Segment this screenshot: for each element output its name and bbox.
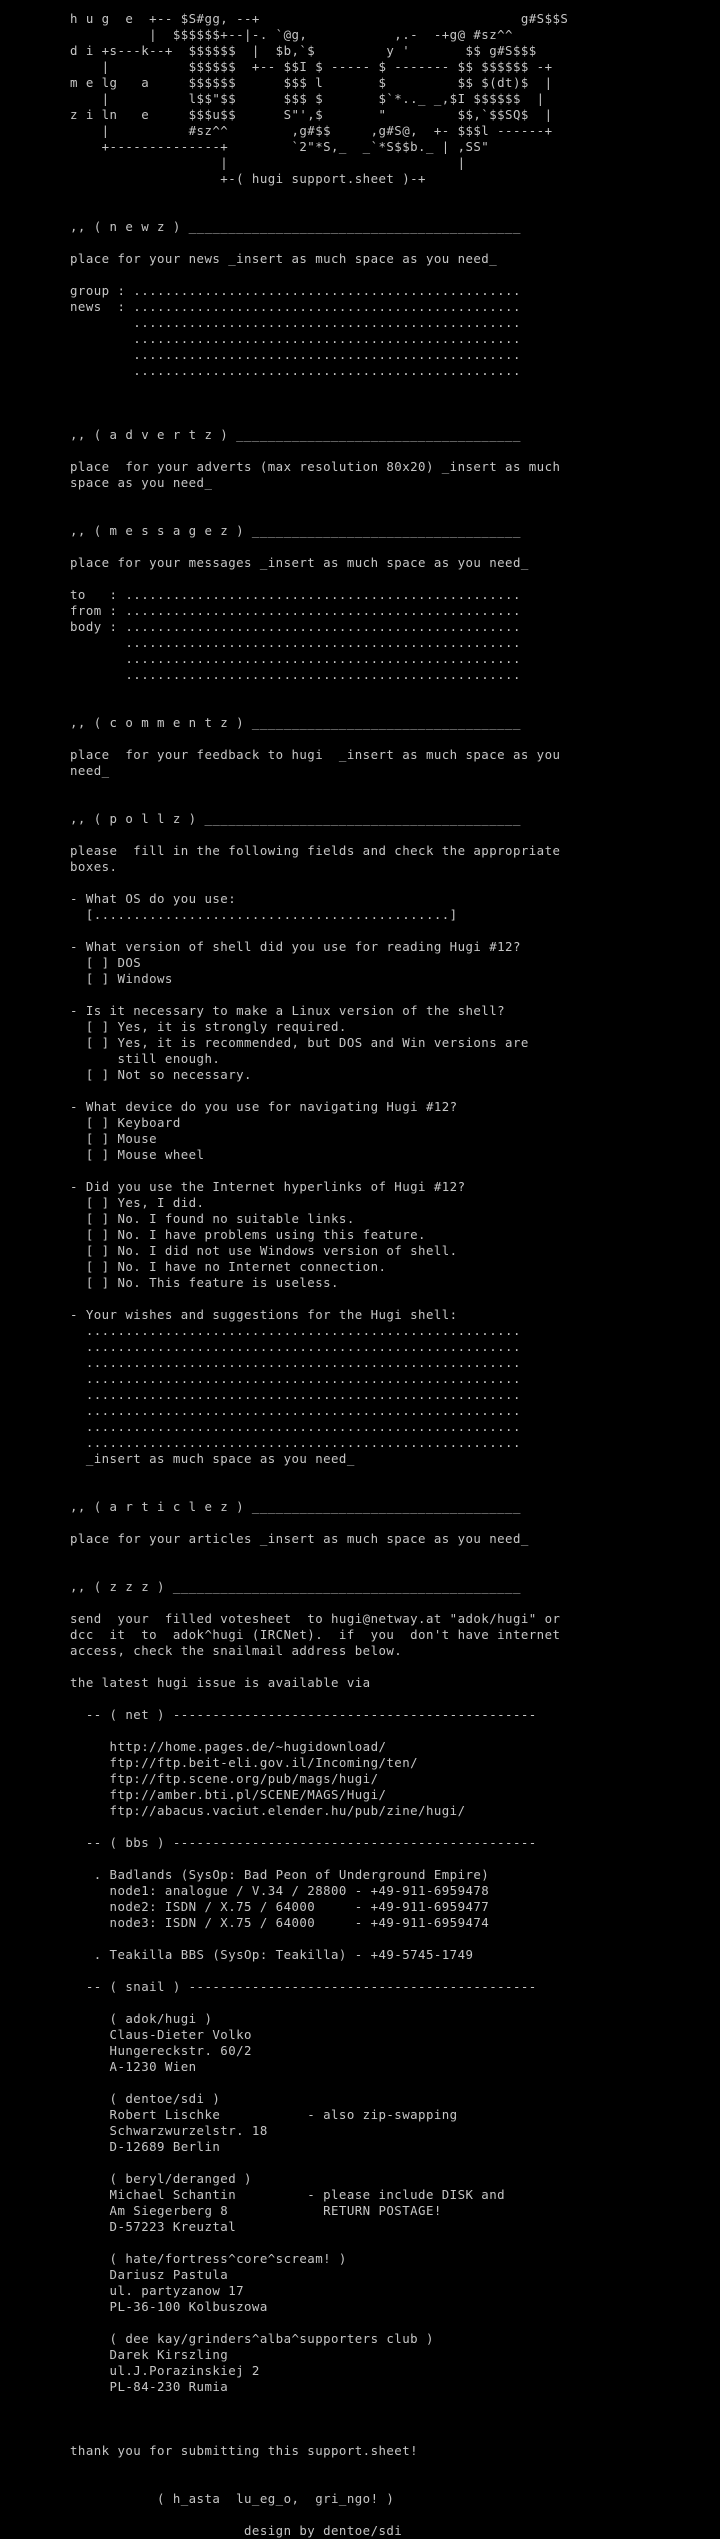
sheet-line bbox=[70, 411, 715, 427]
sheet-line: ................................................. bbox=[70, 363, 521, 378]
sheet-line: ................................................. bbox=[70, 315, 521, 330]
sheet-line: body : .................................................. bbox=[70, 619, 521, 634]
sheet-line: ................................................. bbox=[70, 347, 521, 362]
sheet-line: [.............................................] bbox=[70, 907, 458, 922]
sheet-line bbox=[70, 1483, 715, 1499]
sheet-line: news : ................................................. bbox=[70, 299, 521, 314]
sheet-line: - Did you use the Internet hyperlinks of Hugi #12? bbox=[70, 1179, 466, 1194]
sheet-line bbox=[70, 1995, 715, 2011]
sheet-line bbox=[70, 2475, 715, 2491]
sheet-line bbox=[70, 1595, 715, 1611]
sheet-line: ....................................................... bbox=[70, 1435, 521, 1450]
sheet-line: z i ln e $$$u$$ S"',$ " $$,`$$SQ$ | bbox=[70, 107, 553, 122]
sheet-line: Dariusz Pastula bbox=[70, 2267, 229, 2282]
sheet-line bbox=[70, 267, 715, 283]
sheet-line: dcc it to adok^hugi (IRCNet). if you don't have internet bbox=[70, 1627, 561, 1642]
sheet-line: place for your messages _insert as much space as you need_ bbox=[70, 555, 529, 570]
sheet-line: [ ] No. I found no suitable links. bbox=[70, 1211, 355, 1226]
sheet-line: D-57223 Kreuztal bbox=[70, 2219, 237, 2234]
sheet-line: [ ] Not so necessary. bbox=[70, 1067, 252, 1082]
sheet-line: -- ( net ) ---------------------------------------------- bbox=[70, 1707, 537, 1722]
sheet-line bbox=[70, 1163, 715, 1179]
sheet-line: place for your adverts (max resolution 80x20) _insert as much bbox=[70, 459, 561, 474]
sheet-line bbox=[70, 2427, 715, 2443]
sheet-line bbox=[70, 2507, 715, 2523]
sheet-line: thank you for submitting this support.sheet! bbox=[70, 2443, 419, 2458]
sheet-line: | #sz^^ ,g#$$ ,g#S@, +- $$$l ------+ bbox=[70, 123, 553, 138]
sheet-line bbox=[70, 1515, 715, 1531]
sheet-line: send your filled votesheet to hugi@netway.at "adok/hugi" or bbox=[70, 1611, 561, 1626]
sheet-line bbox=[70, 795, 715, 811]
sheet-line: place for your articles _insert as much space as you need_ bbox=[70, 1531, 529, 1546]
sheet-line: ftp://amber.bti.pl/SCENE/MAGS/Hugi/ bbox=[70, 1787, 387, 1802]
sheet-line: +-( hugi support.sheet )-+ bbox=[70, 171, 426, 186]
sheet-line bbox=[70, 1083, 715, 1099]
sheet-line: . Teakilla BBS (SysOp: Teakilla) - +49-5745-1749 bbox=[70, 1947, 474, 1962]
sheet-line bbox=[70, 539, 715, 555]
sheet-line: access, check the snailmail address below. bbox=[70, 1643, 403, 1658]
sheet-line: ....................................................... bbox=[70, 1323, 521, 1338]
sheet-line bbox=[70, 987, 715, 1003]
sheet-line: [ ] No. I have problems using this feature. bbox=[70, 1227, 426, 1242]
sheet-line: .................................................. bbox=[70, 667, 521, 682]
sheet-line: still enough. bbox=[70, 1051, 221, 1066]
sheet-line bbox=[70, 2075, 715, 2091]
sheet-line: ftp://abacus.vaciut.elender.hu/pub/zine/hugi/ bbox=[70, 1803, 466, 1818]
sheet-line: http://home.pages.de/~hugidownload/ bbox=[70, 1739, 387, 1754]
sheet-line: | $$$$$$ +-- $$I $ ----- $ ------- $$ $$$$$$ -+ bbox=[70, 59, 553, 74]
sheet-line: Hungereckstr. 60/2 bbox=[70, 2043, 252, 2058]
sheet-line bbox=[70, 2395, 715, 2411]
sheet-line bbox=[70, 187, 715, 203]
sheet-line bbox=[70, 1851, 715, 1867]
sheet-line: Michael Schantin - please include DISK and bbox=[70, 2187, 506, 2202]
sheet-line bbox=[70, 443, 715, 459]
sheet-line bbox=[70, 1691, 715, 1707]
sheet-line bbox=[70, 779, 715, 795]
sheet-line bbox=[70, 1819, 715, 1835]
sheet-line: ul.J.Porazinskiej 2 bbox=[70, 2363, 260, 2378]
sheet-line: - Is it necessary to make a Linux version of the shell? bbox=[70, 1003, 506, 1018]
sheet-line: ( dee kay/grinders^alba^supporters club ) bbox=[70, 2331, 434, 2346]
sheet-line: d i +s---k--+ $$$$$$ | $b,`$ y ' $$ g#S$$$ bbox=[70, 43, 537, 58]
sheet-line: ,, ( m e s s a g e z ) __________________________________ bbox=[70, 523, 521, 538]
sheet-line bbox=[70, 2315, 715, 2331]
sheet-line bbox=[70, 731, 715, 747]
sheet-line: . Badlands (SysOp: Bad Peon of Underground Empire) bbox=[70, 1867, 490, 1882]
sheet-line bbox=[70, 683, 715, 699]
sheet-line: | $$$$$$+--|-. `@g, ,.- -+g@ #sz^^ bbox=[70, 27, 513, 42]
sheet-line: Darek Kirszling bbox=[70, 2347, 229, 2362]
sheet-line: design by dentoe/sdi bbox=[70, 2523, 403, 2538]
sheet-line: node3: ISDN / X.75 / 64000 - +49-911-6959474 bbox=[70, 1915, 490, 1930]
sheet-line: [ ] Mouse wheel bbox=[70, 1147, 205, 1162]
sheet-line: ................................................. bbox=[70, 331, 521, 346]
sheet-line bbox=[70, 1723, 715, 1739]
sheet-line: ,, ( p o l l z ) ________________________________________ bbox=[70, 811, 521, 826]
sheet-line: -- ( bbs ) ---------------------------------------------- bbox=[70, 1835, 537, 1850]
sheet-line bbox=[70, 2155, 715, 2171]
sheet-line bbox=[70, 1291, 715, 1307]
sheet-line: ,, ( a d v e r t z ) ____________________________________ bbox=[70, 427, 521, 442]
sheet-line: [ ] DOS bbox=[70, 955, 142, 970]
sheet-line: | | bbox=[70, 155, 466, 170]
sheet-line: [ ] Yes, it is recommended, but DOS and Win versions are bbox=[70, 1035, 529, 1050]
sheet-line bbox=[70, 1547, 715, 1563]
sheet-line bbox=[70, 379, 715, 395]
sheet-line: space as you need_ bbox=[70, 475, 213, 490]
sheet-line: Claus-Dieter Volko bbox=[70, 2027, 252, 2042]
sheet-line: h u g e +-- $S#gg, --+ g#S$$S bbox=[70, 11, 569, 26]
sheet-line bbox=[70, 875, 715, 891]
sheet-line: ftp://ftp.beit-eli.gov.il/Incoming/ten/ bbox=[70, 1755, 419, 1770]
sheet-line: ( h_asta lu_eg_o, gri_ngo! ) bbox=[70, 2491, 395, 2506]
sheet-line: ftp://ftp.scene.org/pub/mags/hugi/ bbox=[70, 1771, 379, 1786]
sheet-line: A-1230 Wien bbox=[70, 2059, 197, 2074]
sheet-line: from : .................................................. bbox=[70, 603, 521, 618]
sheet-line: ....................................................... bbox=[70, 1355, 521, 1370]
sheet-line: Am Siegerberg 8 RETURN POSTAGE! bbox=[70, 2203, 442, 2218]
sheet-line: [ ] Keyboard bbox=[70, 1115, 181, 1130]
sheet-line: [ ] No. I did not use Windows version of shell. bbox=[70, 1243, 458, 1258]
sheet-line: m e lg a $$$$$$ $$$ l $ $$ $(dt)$ | bbox=[70, 75, 553, 90]
sheet-line: boxes. bbox=[70, 859, 118, 874]
sheet-line: ( dentoe/sdi ) bbox=[70, 2091, 221, 2106]
sheet-line: need_ bbox=[70, 763, 110, 778]
sheet-line: - What version of shell did you use for reading Hugi #12? bbox=[70, 939, 521, 954]
sheet-line: group : ................................................. bbox=[70, 283, 521, 298]
sheet-line: .................................................. bbox=[70, 651, 521, 666]
sheet-line bbox=[70, 1963, 715, 1979]
sheet-line bbox=[70, 923, 715, 939]
sheet-line: ....................................................... bbox=[70, 1419, 521, 1434]
sheet-line: +--------------+ `2"*S,_ _`*S$$b._ | ,SS" bbox=[70, 139, 490, 154]
sheet-line: [ ] Yes, I did. bbox=[70, 1195, 205, 1210]
sheet-line: to : .................................................. bbox=[70, 587, 521, 602]
sheet-line: ( hate/fortress^core^scream! ) bbox=[70, 2251, 347, 2266]
sheet-line: - Your wishes and suggestions for the Hugi shell: bbox=[70, 1307, 458, 1322]
sheet-line: Robert Lischke - also zip-swapping bbox=[70, 2107, 458, 2122]
sheet-line: | l$$"$$ $$$ $ $`*.._ _,$I $$$$$$ | bbox=[70, 91, 545, 106]
sheet-line: ( beryl/deranged ) bbox=[70, 2171, 252, 2186]
sheet-line: Schwarzwurzelstr. 18 bbox=[70, 2123, 268, 2138]
sheet-line: - What OS do you use: bbox=[70, 891, 237, 906]
sheet-line: [ ] Yes, it is strongly required. bbox=[70, 1019, 347, 1034]
sheet-line bbox=[70, 1563, 715, 1579]
sheet-line: ....................................................... bbox=[70, 1403, 521, 1418]
sheet-line: ....................................................... bbox=[70, 1339, 521, 1354]
sheet-line: _insert as much space as you need_ bbox=[70, 1451, 355, 1466]
sheet-line: please fill in the following fields and check the appropriate bbox=[70, 843, 561, 858]
sheet-line bbox=[70, 2459, 715, 2475]
sheet-line bbox=[70, 203, 715, 219]
sheet-line: place for your feedback to hugi _insert as much space as you bbox=[70, 747, 561, 762]
sheet-line: node1: analogue / V.34 / 28800 - +49-911-6959478 bbox=[70, 1883, 490, 1898]
sheet-line: -- ( snail ) -------------------------------------------- bbox=[70, 1979, 537, 1994]
sheet-line bbox=[70, 1659, 715, 1675]
sheet-line: PL-36-100 Kolbuszowa bbox=[70, 2299, 268, 2314]
sheet-line: node2: ISDN / X.75 / 64000 - +49-911-6959477 bbox=[70, 1899, 490, 1914]
sheet-line bbox=[70, 507, 715, 523]
sheet-line bbox=[70, 395, 715, 411]
sheet-line: ul. partyzanow 17 bbox=[70, 2283, 245, 2298]
sheet-line bbox=[70, 2235, 715, 2251]
sheet-line bbox=[70, 2411, 715, 2427]
sheet-line: .................................................. bbox=[70, 635, 521, 650]
sheet-line: place for your news _insert as much space as you need_ bbox=[70, 251, 498, 266]
sheet-line: PL-84-230 Rumia bbox=[70, 2379, 229, 2394]
sheet-line bbox=[70, 235, 715, 251]
support-sheet bbox=[70, 11, 715, 2539]
sheet-line bbox=[70, 827, 715, 843]
sheet-line: ,, ( c o m m e n t z ) __________________________________ bbox=[70, 715, 521, 730]
sheet-line bbox=[70, 1931, 715, 1947]
sheet-line: ....................................................... bbox=[70, 1387, 521, 1402]
sheet-line: ,, ( a r t i c l e z ) __________________________________ bbox=[70, 1499, 521, 1514]
sheet-line: ( adok/hugi ) bbox=[70, 2011, 213, 2026]
sheet-line bbox=[70, 571, 715, 587]
sheet-line: [ ] No. This feature is useless. bbox=[70, 1275, 339, 1290]
sheet-line: [ ] Windows bbox=[70, 971, 173, 986]
sheet-line: [ ] No. I have no Internet connection. bbox=[70, 1259, 387, 1274]
sheet-line: the latest hugi issue is available via bbox=[70, 1675, 371, 1690]
sheet-line: D-12689 Berlin bbox=[70, 2139, 221, 2154]
sheet-line: ,, ( n e w z ) __________________________________________ bbox=[70, 219, 521, 234]
sheet-line: - What device do you use for navigating Hugi #12? bbox=[70, 1099, 458, 1114]
sheet-line: [ ] Mouse bbox=[70, 1131, 158, 1146]
sheet-line: ,, ( z z z ) ____________________________________________ bbox=[70, 1579, 521, 1594]
sheet-line: ....................................................... bbox=[70, 1371, 521, 1386]
sheet-line bbox=[70, 699, 715, 715]
sheet-line bbox=[70, 1467, 715, 1483]
sheet-line bbox=[70, 491, 715, 507]
